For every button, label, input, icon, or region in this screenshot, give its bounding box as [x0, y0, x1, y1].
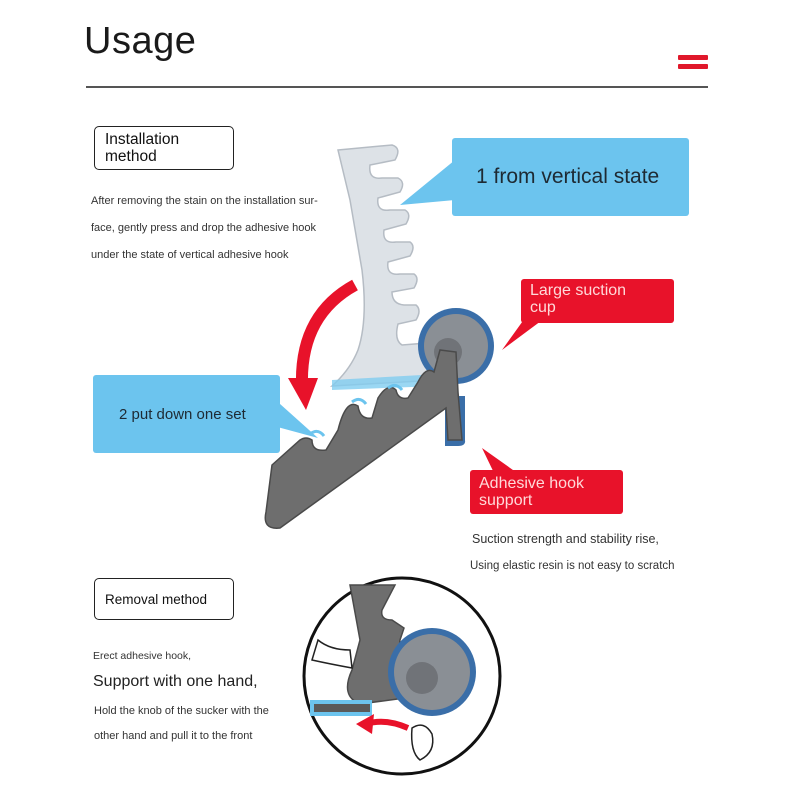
feature-text-line-1: Suction strength and stability rise, — [472, 532, 659, 546]
callout-step-1: 1 from vertical state — [452, 138, 689, 216]
installation-text-line-2: face, gently press and drop the adhesive hook — [91, 222, 317, 234]
page-title: Usage — [84, 20, 197, 62]
callout-suction-cup: Large suction cup — [521, 279, 674, 323]
removal-illustration — [304, 578, 500, 774]
removal-method-label: Removal method — [94, 578, 234, 620]
installation-text-line-3: under the state of vertical adhesive hook — [91, 249, 289, 261]
callout-hook-support: Adhesive hook support — [470, 470, 623, 514]
installation-method-label: Installation method — [94, 126, 234, 170]
removal-text-line-3: Hold the knob of the sucker with the — [94, 705, 269, 717]
step1-pointer — [400, 160, 455, 205]
removal-text-line-1: Erect adhesive hook, — [93, 650, 192, 662]
removal-text-line-2: Support with one hand, — [93, 673, 258, 690]
removal-text-line-4: other hand and pull it to the front — [94, 730, 253, 742]
feature-text-line-2: Using elastic resin is not easy to scratch — [470, 560, 675, 572]
installation-text-line-1: After removing the stain on the installation sur- — [91, 195, 318, 207]
callout-step-2: 2 put down one set — [93, 375, 280, 453]
